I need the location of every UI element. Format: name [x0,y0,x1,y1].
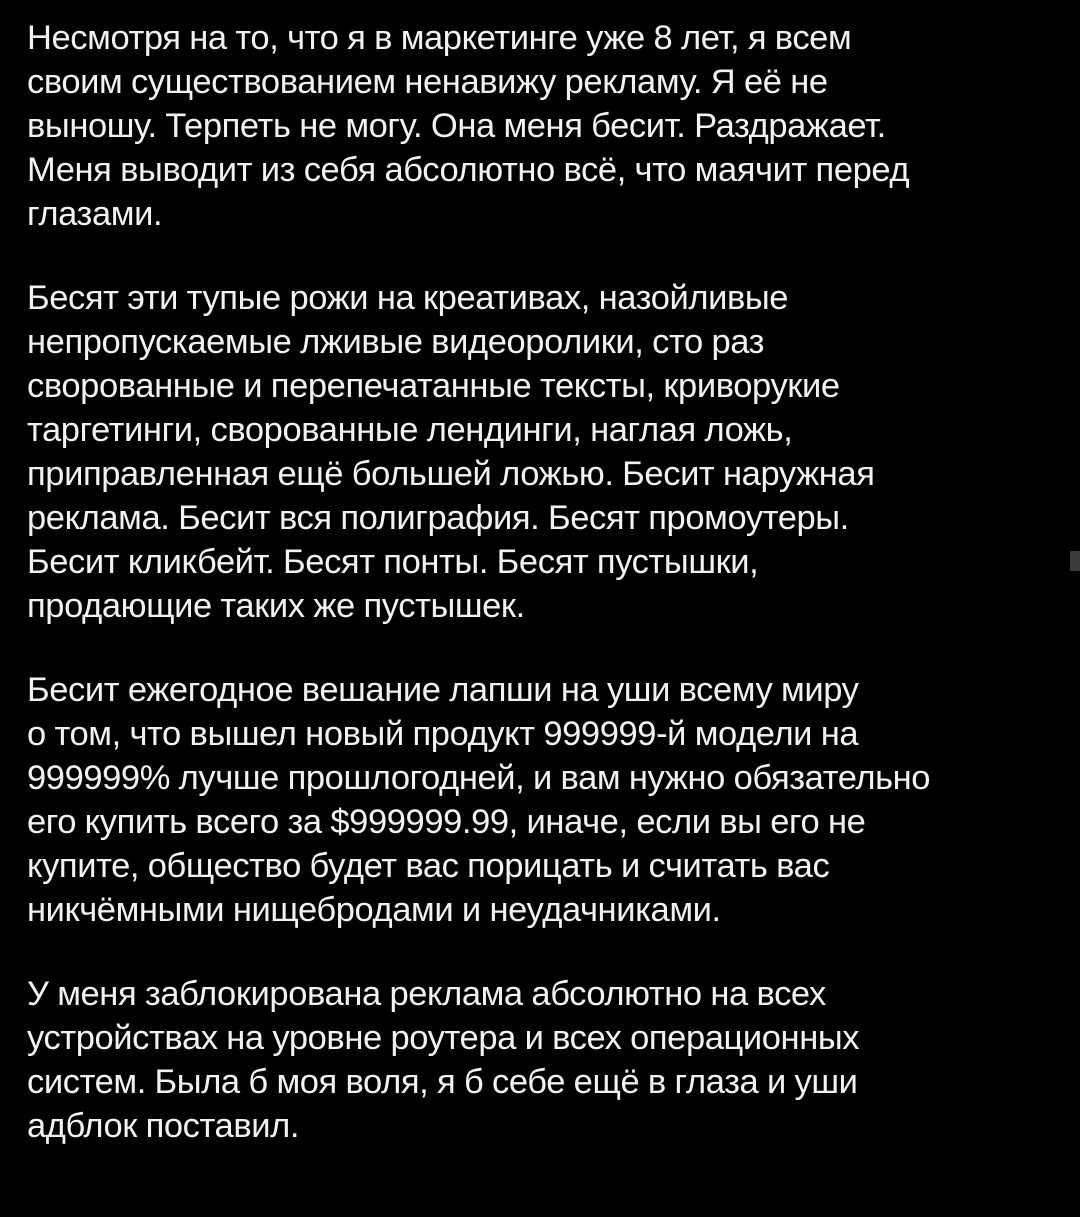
paragraph-4: У меня заблокирована реклама абсолютно на всех устройствах на уровне роутера и всех операционных систем. Была б моя воля, я б себе ещё в глаза и уши адблок поставил. [27,975,860,1145]
paragraph-3: Бесит ежегодное вешание лапши на уши всему миру о том, что вышел новый продукт 999999-й модели на 999999% лучше прошлогодней, и вам нужно обязательно его купить всего за $999999.99, иначе, если вы его не купите, общество будет вас порицать и считать вас никчёмными нищебродами и неудачниками. [27,671,931,929]
paragraph-1: Несмотря на то, что я в маркетинге уже 8 лет, я всем своим существованием ненавижу рекламу. Я её не выношу. Терпеть не могу. Она меня бесит. Раздражает. Меня выводит из себя абсолютно всё, что маячит перед глазами. [27,19,910,233]
paragraph-2: Бесят эти тупые рожи на креативах, назойливые непропускаемые лживые видеоролики, сто раз сворованные и перепечатанные тексты, криворукие таргетинги, сворованные лендинги, наглая ложь, приправленная ещё большей ложью. Бесит наружная реклама. Бесит вся полиграфия. Бесят промоутеры. Бесит кликбейт. Бесят понты. Бесят пустышки, продающие таких же пустышек. [27,279,875,625]
post-text [27,16,1060,1148]
scroll-indicator[interactable] [1070,551,1080,571]
